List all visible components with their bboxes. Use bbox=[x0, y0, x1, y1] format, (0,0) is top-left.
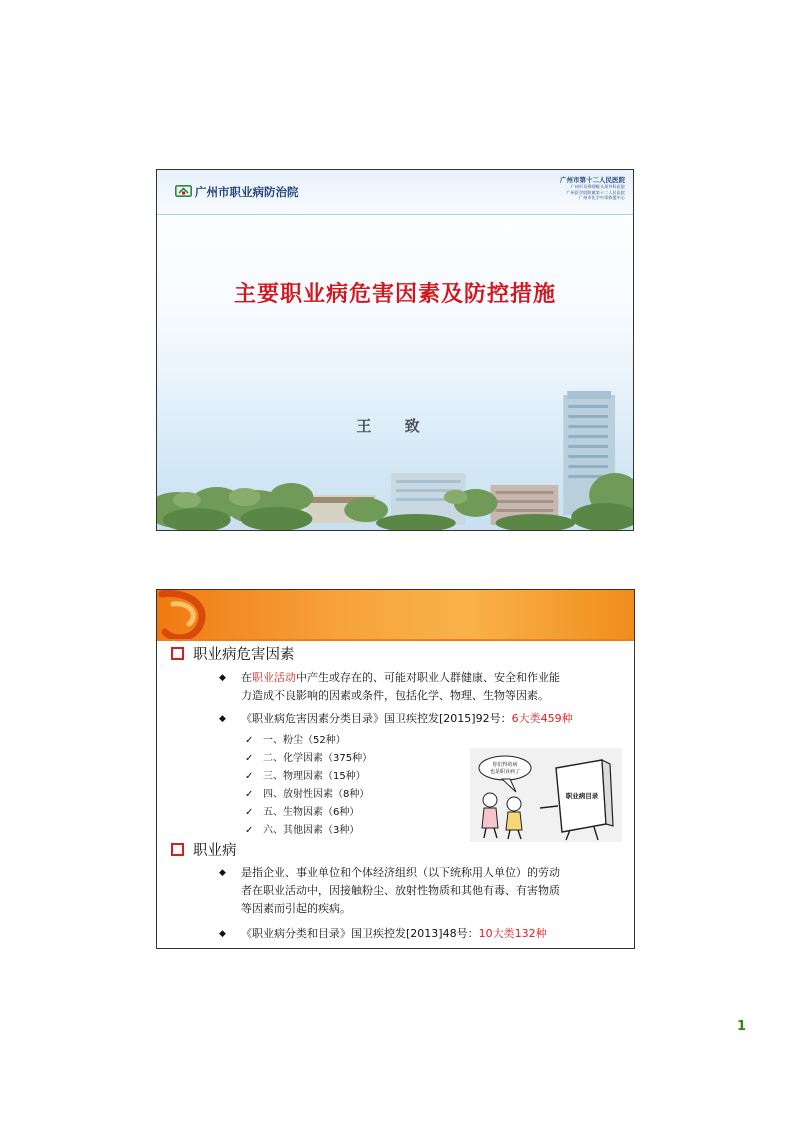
diamond-bullet-icon: ◆ bbox=[219, 714, 226, 724]
disease-definition-bullet: ◆ 是指企业、事业单位和个体经济组织（以下统称用人单位）的劳动 者在职业活动中，因接触粉尘、放射性物质和其他有毒、有害物质 等因素而引起的疾病。 bbox=[219, 866, 560, 915]
institute-logo-icon bbox=[175, 185, 192, 197]
hospital-name-line: 广州市耳鼻咽喉头颈外科医院 bbox=[570, 184, 625, 189]
slide-header bbox=[157, 170, 633, 215]
hospital-name-line: 广州医学院附属第十二人民医院 bbox=[566, 189, 625, 195]
hospital-names bbox=[560, 176, 625, 201]
hospital-name-line: 广州市化学中毒救援中心 bbox=[578, 195, 625, 201]
category-item: ✓ 三、物理因素（15种） bbox=[245, 771, 366, 782]
category-item: ✓ 五、生物因素（6种） bbox=[245, 807, 360, 818]
section-heading-occupational-disease: 职业病 bbox=[171, 839, 237, 860]
check-icon: ✓ bbox=[245, 825, 254, 836]
check-icon: ✓ bbox=[245, 789, 254, 800]
banner-divider bbox=[157, 639, 634, 641]
page-number: 1 bbox=[737, 1019, 747, 1034]
hospital-campus-image bbox=[157, 385, 633, 530]
cartoon-illustration bbox=[470, 748, 622, 842]
square-bullet-icon bbox=[171, 843, 184, 856]
hospital-name-main: 广州市第十二人民医院 bbox=[560, 176, 625, 184]
organization-name: 广州市职业病防治院 bbox=[195, 185, 299, 199]
category-item: ✓ 四、放射性因素（8种） bbox=[245, 789, 370, 800]
highlight-text: 6大类459种 bbox=[511, 712, 573, 725]
check-icon: ✓ bbox=[245, 753, 254, 764]
check-icon: ✓ bbox=[245, 807, 254, 818]
speech-bubble-line: 你们得的病 bbox=[492, 762, 518, 768]
diamond-bullet-icon: ◆ bbox=[219, 929, 226, 939]
diamond-bullet-icon: ◆ bbox=[219, 673, 226, 683]
category-item: ✓ 二、化学因素（375种） bbox=[245, 753, 373, 764]
check-icon: ✓ bbox=[245, 735, 254, 746]
content-slide bbox=[156, 589, 635, 949]
square-bullet-icon bbox=[171, 647, 184, 660]
title-slide bbox=[156, 169, 634, 531]
highlight-text: 职业活动 bbox=[252, 671, 296, 684]
highlight-text: 10大类132种 bbox=[478, 927, 547, 940]
disease-catalog-bullet: ◆ 《职业病分类和目录》国卫疾控发[2013]48号：10大类132种 bbox=[241, 925, 547, 943]
swirl-logo-icon bbox=[157, 590, 217, 642]
hazard-catalog-bullet: ◆ 《职业病危害因素分类目录》国卫疾控发[2015]92号：6大类459种 bbox=[241, 710, 573, 728]
hazard-definition-bullet: ◆ 在职业活动中产生或存在的、可能对职业人群健康、安全和作业能 力造成不良影响的因素或条件，包括化学、物理、生物等因素。 bbox=[219, 671, 560, 702]
category-item: ✓ 一、粉尘（52种） bbox=[245, 735, 346, 746]
diamond-bullet-icon: ◆ bbox=[219, 868, 226, 878]
check-icon: ✓ bbox=[245, 771, 254, 782]
book-label: 职业病目录 bbox=[565, 792, 599, 800]
category-item: ✓ 六、其他因素（3种） bbox=[245, 825, 360, 836]
speech-bubble-line: 也是职业病了 bbox=[489, 769, 521, 775]
slide-banner bbox=[157, 590, 634, 639]
section-heading-hazard-factors: 职业病危害因素 bbox=[171, 643, 295, 664]
slide-title: 主要职业病危害因素及防控措施 bbox=[233, 281, 556, 307]
